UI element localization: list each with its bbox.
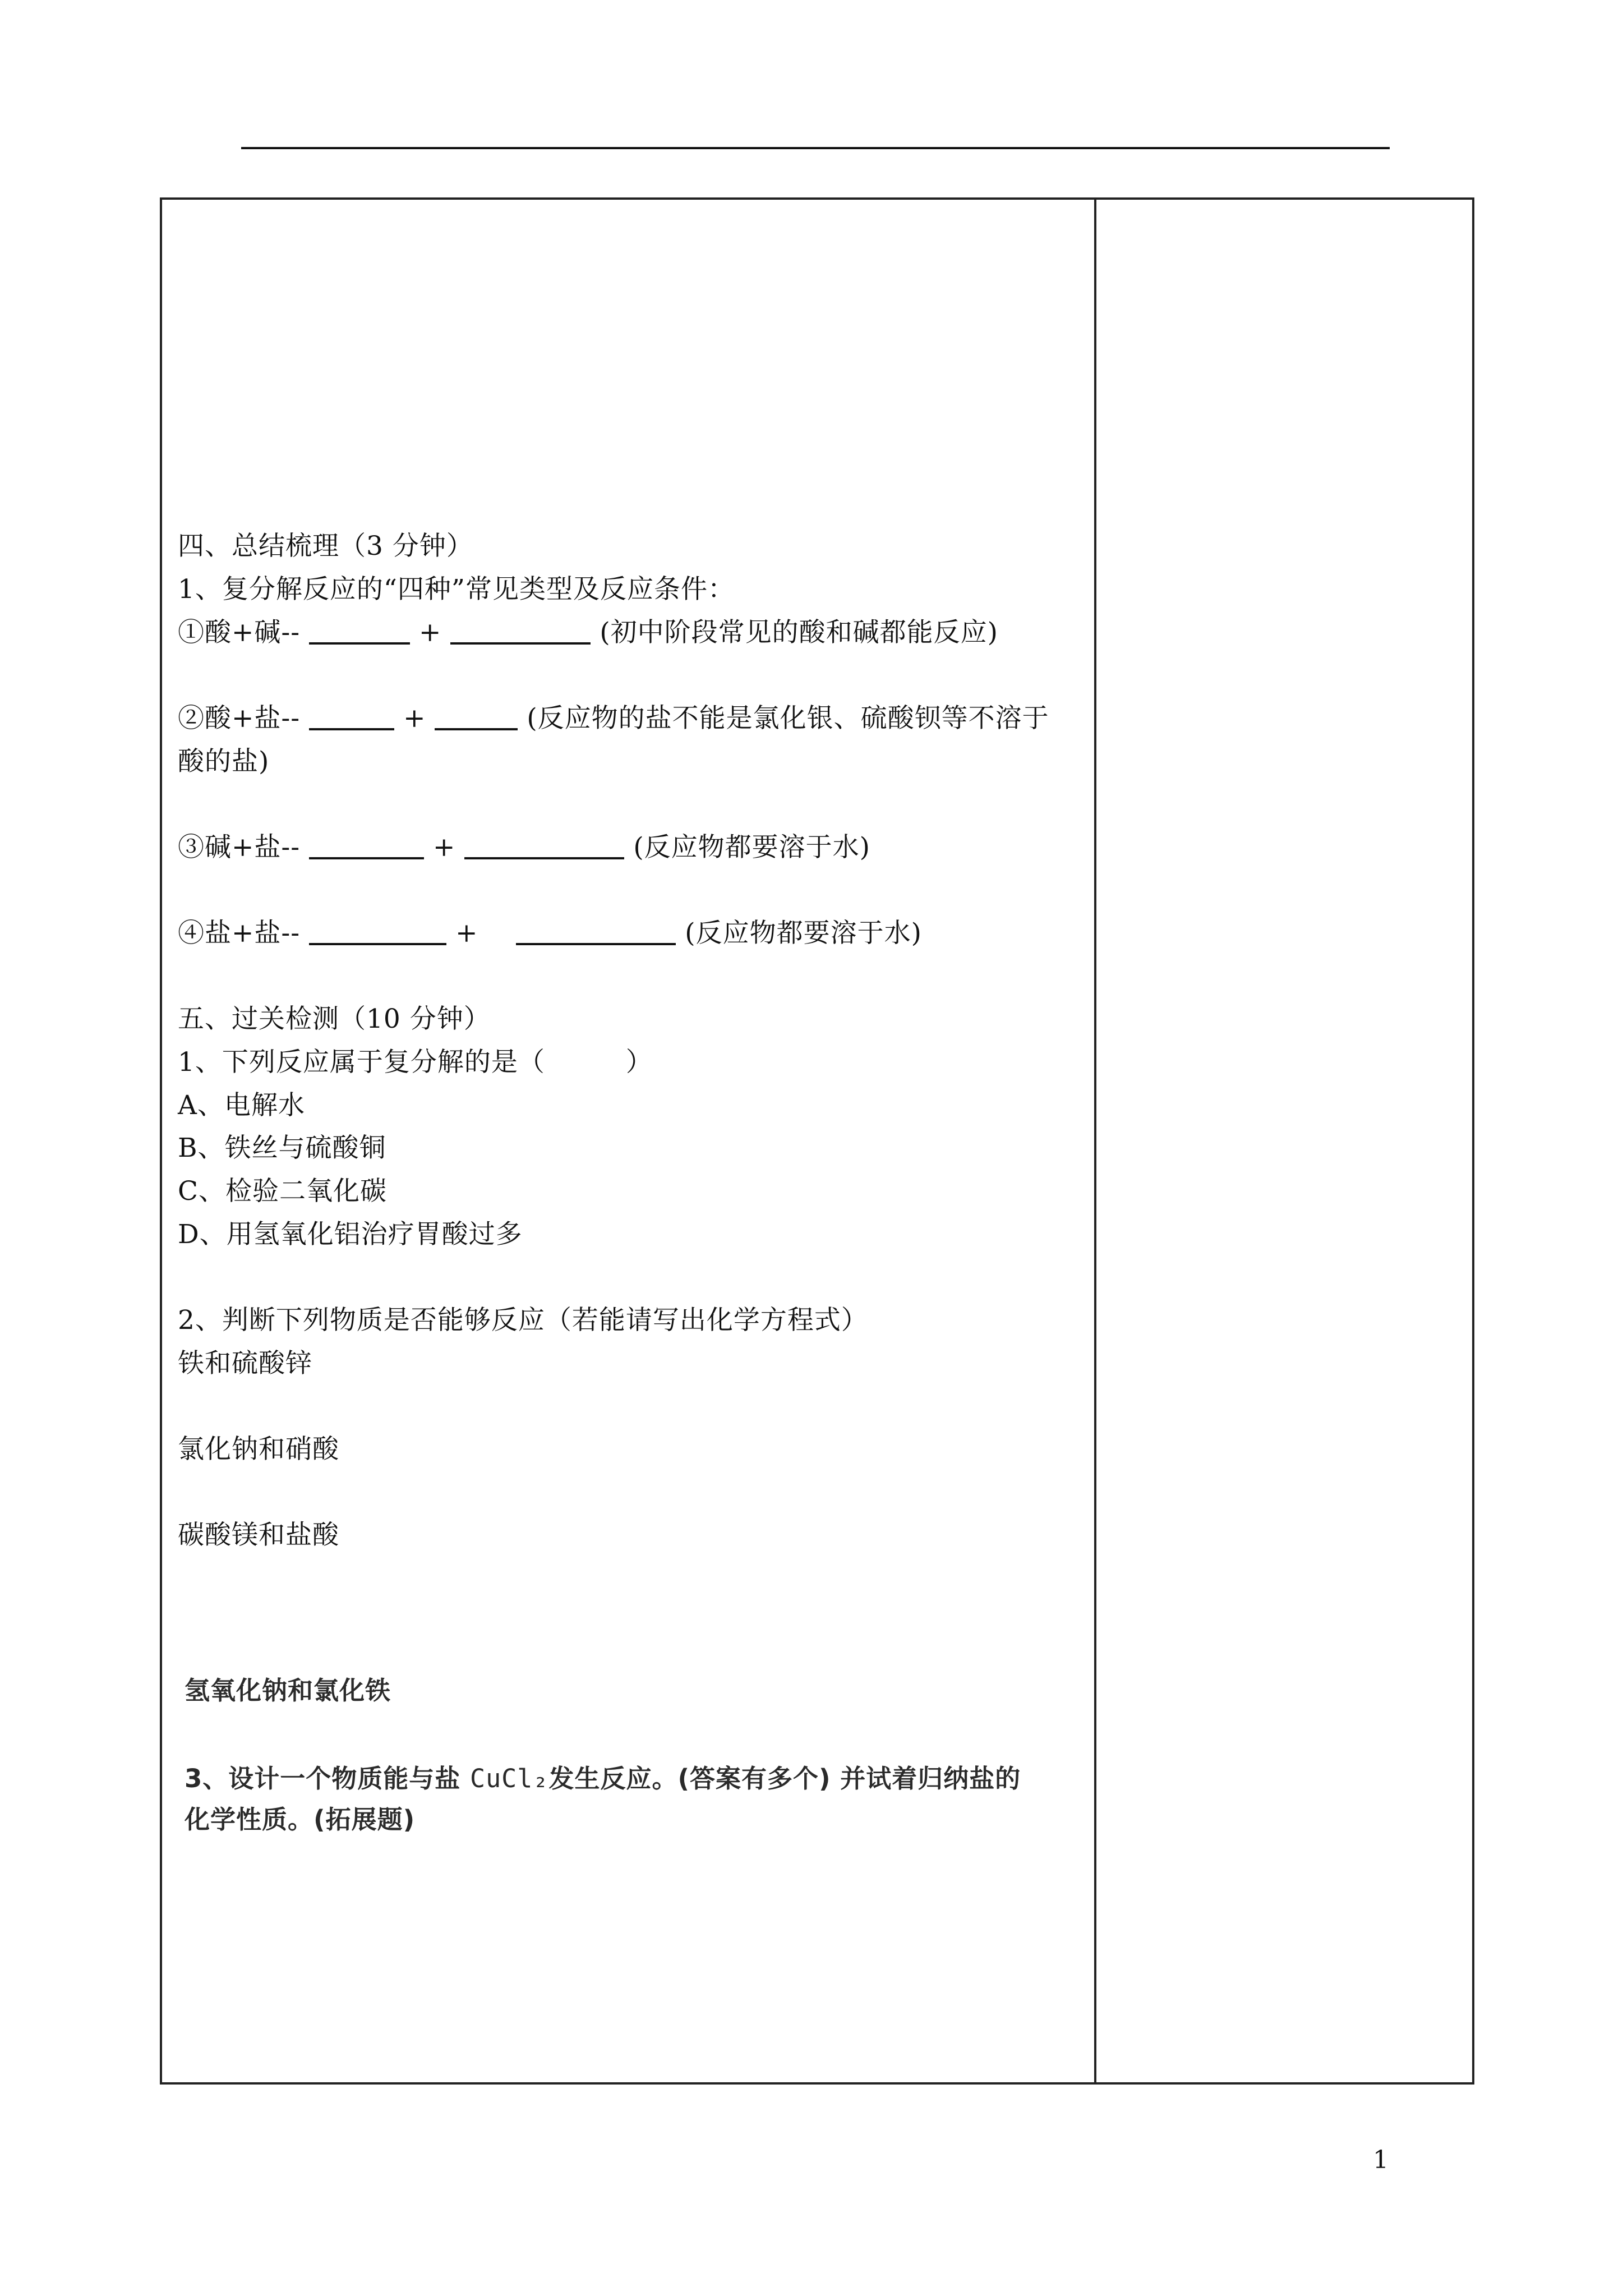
main-column (162, 200, 1094, 2082)
answer-blank[interactable] (464, 832, 624, 859)
notes-column (1094, 200, 1472, 2082)
answer-blank[interactable] (516, 918, 676, 945)
reaction-condition: (初中阶段常见的酸和碱都能反应) (600, 617, 999, 648)
section5-heading: 五、过关检测（10 分钟） (178, 1004, 491, 1034)
reactant-pair: 碳酸镁和盐酸 (178, 1520, 339, 1550)
reaction-label: ②酸+盐-- (178, 703, 301, 734)
reactant-pair: 氯化钠和硝酸 (178, 1434, 339, 1465)
reactant-pair: 铁和硫酸锌 (178, 1348, 312, 1379)
answer-blank[interactable] (309, 703, 394, 730)
reaction-base-salt (178, 832, 870, 863)
reaction-condition-continued: 酸的盐) (178, 746, 270, 777)
option-a: A、电解水 (178, 1090, 305, 1121)
salt-formula: CuCl₂ (469, 1764, 549, 1793)
reaction-label: ④盐+盐-- (178, 918, 301, 949)
plus-sign: + (455, 918, 487, 949)
section5-question-2: 2、判断下列物质是否能够反应（若能请写出化学方程式） (178, 1305, 868, 1336)
option-b: B、铁丝与硫酸铜 (178, 1133, 386, 1163)
answer-blank[interactable] (450, 618, 591, 645)
section5-question-3-continued: 化学性质。(拓展题) (185, 1805, 416, 1834)
question-3-text: 3、设计一个物质能与盐 (185, 1764, 470, 1793)
section5-question-3 (185, 1763, 1021, 1795)
page-number: 1 (1373, 2146, 1389, 2174)
option-c: C、检验二氧化碳 (178, 1176, 387, 1207)
section4-heading: 四、总结梳理（3 分钟） (178, 531, 473, 562)
reactant-pair: 氢氧化钠和氯化铁 (185, 1676, 391, 1705)
answer-blank[interactable] (309, 618, 410, 645)
reaction-condition: (反应物都要溶于水) (685, 918, 922, 949)
worksheet-table (160, 197, 1474, 2085)
plus-sign: + (433, 832, 465, 863)
plus-sign: + (403, 703, 435, 734)
reaction-condition: (反应物的盐不能是氯化银、硫酸钡等不溶于 (527, 703, 1049, 734)
question-3-text: 发生反应。(答案有多个) 并试着归纳盐的 (548, 1764, 1021, 1793)
header-rule (241, 147, 1390, 149)
section4-question-1: 1、复分解反应的“四种”常见类型及反应条件： (178, 574, 735, 605)
reaction-salt-salt (178, 918, 922, 949)
reaction-label: ③碱+盐-- (178, 832, 310, 863)
answer-blank[interactable] (435, 703, 518, 730)
reaction-acid-salt (178, 703, 1049, 734)
reaction-acid-base (178, 617, 998, 648)
reaction-label: ①酸+碱-- (178, 617, 310, 648)
plus-sign: + (419, 617, 451, 648)
answer-blank[interactable] (309, 918, 446, 945)
section5-question-1: 1、下列反应属于复分解的是（ ） (178, 1047, 653, 1078)
option-d: D、用氢氧化铝治疗胃酸过多 (178, 1219, 523, 1250)
reaction-condition: (反应物都要溶于水) (633, 832, 871, 863)
answer-blank[interactable] (309, 832, 424, 859)
